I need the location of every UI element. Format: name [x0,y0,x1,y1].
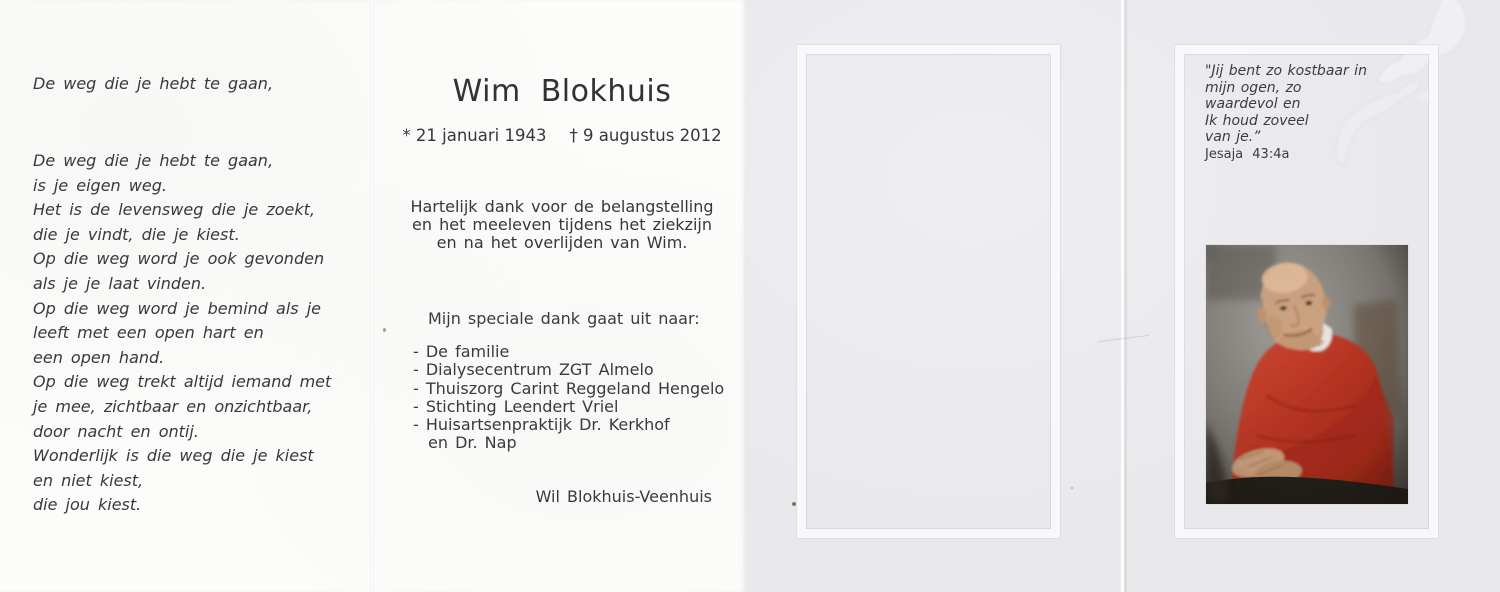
quote-line: van je.” [1205,129,1261,146]
poem-line: Wonderlijk is die weg die je kiest [33,446,314,466]
poem-intro-line: De weg die je hebt te gaan, [33,74,274,93]
special-thanks-item: - De familie [413,342,510,361]
poem-line: die jou kiest. [33,495,142,515]
bible-quote [1205,63,1367,146]
thanks-line: en het meeleven tijdens het ziekzijn [412,214,712,234]
special-thanks-item: - Thuiszorg Carint Reggeland Hengelo [413,378,725,398]
special-thanks-heading: Mijn speciale dank gaat uit naar: [428,309,700,328]
poem-line: die je vindt, die je kiest. [33,224,240,244]
thanks-line: Hartelijk dank voor de belangstelling [410,197,714,216]
poem-line: als je je laat vinden. [33,273,207,293]
card-sheet-photo [746,0,1500,592]
poem-text [33,149,331,518]
special-thanks-item: - Huisartsenpraktijk Dr. Kerkhof [413,415,670,435]
death-date: † 9 augustus 2012 [569,126,722,145]
poem-line: is je eigen weg. [33,175,167,195]
thanks-text [378,198,746,251]
card-sheet-text [0,0,746,592]
portrait-photo [1205,244,1409,505]
special-thanks-list [413,343,724,453]
quote-line: Ik houd zoveel [1205,112,1309,129]
fold-crease-left [370,0,374,592]
poem-line: door nacht en ontij. [33,421,199,441]
quote-source: Jesaja 43:4a [1205,147,1290,162]
poem-line: Op die weg word je ook gevonden [33,249,325,269]
dust-speck [383,328,386,332]
birth-date: * 21 januari 1943 [402,126,547,145]
thanks-line: en na het overlijden van Wim. [436,232,688,252]
dust-speck [792,502,796,506]
quote-line: waardevol en [1205,96,1301,113]
poem-line: Op die weg trekt altijd iemand met [33,372,332,392]
special-thanks-item-continued: en Dr. Nap [428,433,517,453]
poem-line: De weg die je hebt te gaan, [33,151,274,170]
thanks-panel [378,0,746,592]
portrait-photo-image [1206,245,1408,504]
deceased-name: Wim Blokhuis [452,74,672,109]
poem-line: Op die weg word je bemind als je [33,298,321,318]
special-thanks-item: - Dialysecentrum ZGT Almelo [413,360,654,380]
poem-line: een open hand. [33,347,165,367]
dust-speck [1071,487,1073,489]
poem-line: leeft met een open hart en [33,323,264,343]
life-dates [378,126,746,145]
paper-ripple [1098,335,1151,352]
quote-line: "Jij bent zo kostbaar in [1205,63,1367,79]
fold-crease-right [1121,0,1127,592]
poem-line: je mee, zichtbaar en onzichtbaar, [33,396,313,416]
signature: Wil Blokhuis-Veenhuis [535,487,712,506]
special-thanks-item: - Stichting Leendert Vriel [413,396,619,416]
poem-line: en niet kiest, [33,470,144,490]
blank-framed-panel [797,45,1060,538]
poem-line: Het is de levensweg die je zoekt, [33,200,315,220]
quote-line: mijn ogen, zo [1205,79,1302,96]
